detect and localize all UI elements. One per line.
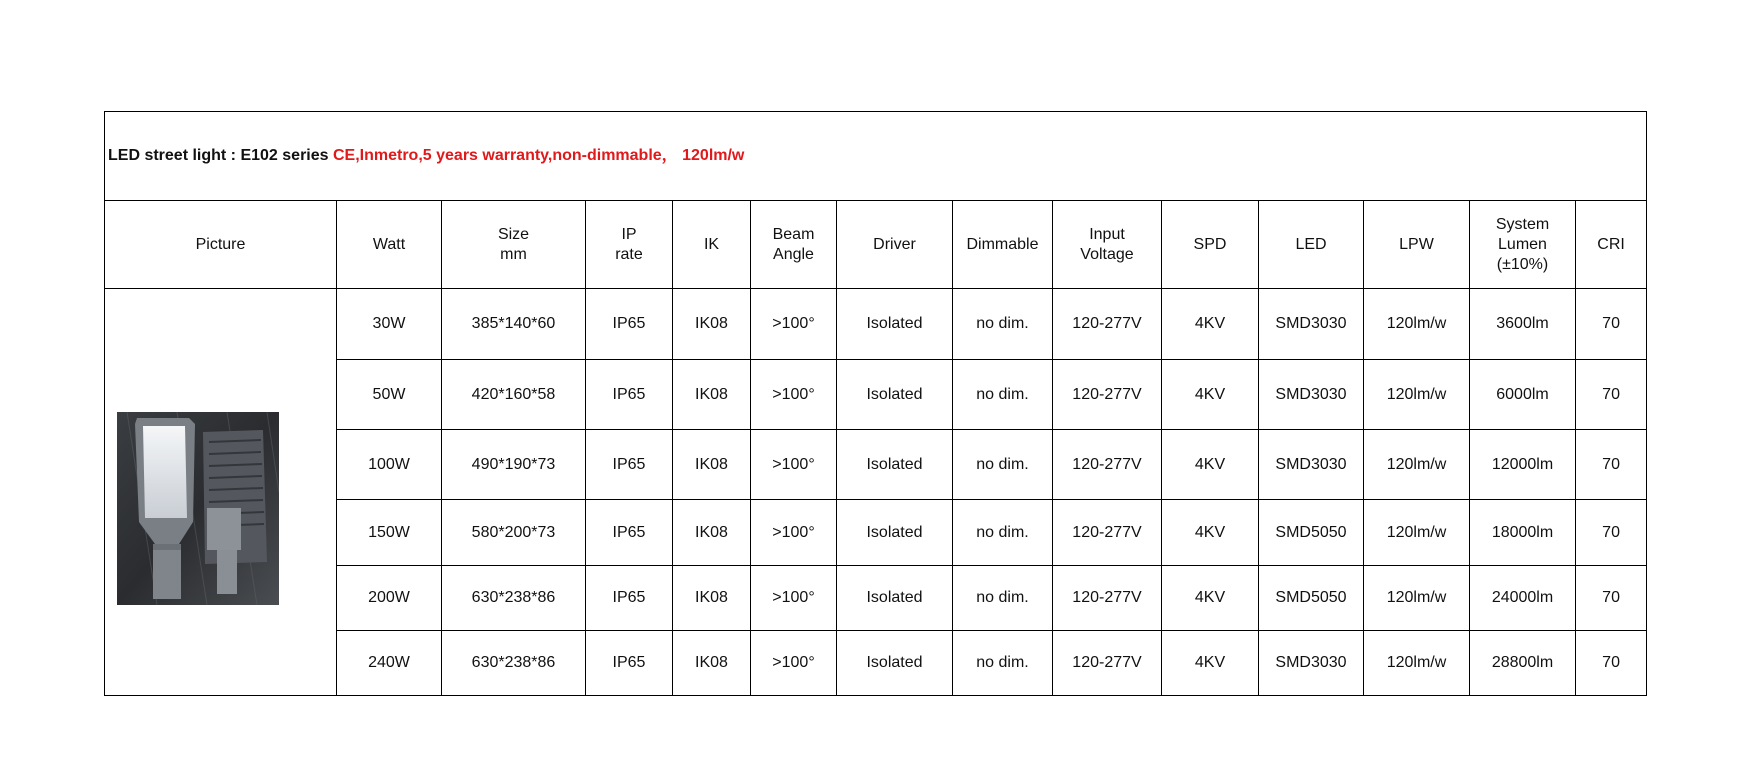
header-input-voltage: Input Voltage [1053,201,1162,289]
cell-dimmable: no dim. [953,360,1053,430]
cell-ik: IK08 [673,631,751,696]
table-row [105,289,1647,360]
cell-ik: IK08 [673,500,751,566]
cell-ik: IK08 [673,360,751,430]
cell-led: SMD3030 [1259,360,1364,430]
header-driver: Driver [837,201,953,289]
cell-voltage: 120-277V [1053,631,1162,696]
cell-voltage: 120-277V [1053,566,1162,631]
cell-ip: IP65 [586,360,673,430]
cell-spd: 4KV [1162,500,1259,566]
cell-beam: >100° [751,500,837,566]
cell-driver: Isolated [837,289,953,360]
cell-ip: IP65 [586,631,673,696]
header-dimmable: Dimmable [953,201,1053,289]
cell-cri: 70 [1576,360,1647,430]
cell-ip: IP65 [586,566,673,631]
header-cri: CRI [1576,201,1647,289]
cell-size: 420*160*58 [442,360,586,430]
cell-driver: Isolated [837,631,953,696]
cell-dimmable: no dim. [953,289,1053,360]
cell-lumen: 28800lm [1470,631,1576,696]
cell-cri: 70 [1576,500,1647,566]
cell-lpw: 120lm/w [1364,360,1470,430]
led-street-light-photo-icon [117,412,279,605]
cell-watt: 100W [337,430,442,500]
cell-cri: 70 [1576,566,1647,631]
header-ip-rate: IP rate [586,201,673,289]
cell-led: SMD5050 [1259,566,1364,631]
cell-watt: 200W [337,566,442,631]
cell-spd: 4KV [1162,289,1259,360]
cell-lumen: 24000lm [1470,566,1576,631]
cell-lpw: 120lm/w [1364,500,1470,566]
cell-spd: 4KV [1162,360,1259,430]
header-watt: Watt [337,201,442,289]
title-main: LED street light : E102 series [108,147,333,164]
cell-led: SMD5050 [1259,500,1364,566]
cell-ip: IP65 [586,500,673,566]
cell-ip: IP65 [586,289,673,360]
cell-size: 630*238*86 [442,631,586,696]
header-row [105,201,1647,289]
header-system-lumen: System Lumen (±10%) [1470,201,1576,289]
cell-spd: 4KV [1162,430,1259,500]
cell-lumen: 3600lm [1470,289,1576,360]
cell-cri: 70 [1576,631,1647,696]
cell-spd: 4KV [1162,631,1259,696]
header-beam-angle: Beam Angle [751,201,837,289]
cell-ik: IK08 [673,566,751,631]
cell-watt: 240W [337,631,442,696]
cell-size: 630*238*86 [442,566,586,631]
cell-cri: 70 [1576,289,1647,360]
cell-voltage: 120-277V [1053,289,1162,360]
cell-size: 490*190*73 [442,430,586,500]
cell-driver: Isolated [837,566,953,631]
title-highlight: CE,Inmetro,5 years warranty,non-dimmable， 120lm/w [332,147,745,164]
header-ik: IK [673,201,751,289]
cell-ip: IP65 [586,430,673,500]
cell-voltage: 120-277V [1053,500,1162,566]
picture-cell [105,289,337,696]
cell-spd: 4KV [1162,566,1259,631]
header-spd: SPD [1162,201,1259,289]
cell-beam: >100° [751,631,837,696]
cell-watt: 30W [337,289,442,360]
cell-led: SMD3030 [1259,289,1364,360]
cell-lumen: 12000lm [1470,430,1576,500]
cell-size: 385*140*60 [442,289,586,360]
cell-watt: 150W [337,500,442,566]
cell-beam: >100° [751,430,837,500]
cell-driver: Isolated [837,430,953,500]
cell-voltage: 120-277V [1053,360,1162,430]
title-row [105,112,1647,201]
header-size: Size mm [442,201,586,289]
cell-led: SMD3030 [1259,631,1364,696]
cell-ik: IK08 [673,430,751,500]
cell-lumen: 18000lm [1470,500,1576,566]
cell-voltage: 120-277V [1053,430,1162,500]
cell-ik: IK08 [673,289,751,360]
cell-lumen: 6000lm [1470,360,1576,430]
cell-cri: 70 [1576,430,1647,500]
cell-watt: 50W [337,360,442,430]
cell-dimmable: no dim. [953,500,1053,566]
header-lpw: LPW [1364,201,1470,289]
header-led: LED [1259,201,1364,289]
cell-driver: Isolated [837,360,953,430]
cell-size: 580*200*73 [442,500,586,566]
cell-beam: >100° [751,566,837,631]
cell-dimmable: no dim. [953,566,1053,631]
cell-lpw: 120lm/w [1364,566,1470,631]
cell-lpw: 120lm/w [1364,289,1470,360]
cell-led: SMD3030 [1259,430,1364,500]
cell-beam: >100° [751,360,837,430]
cell-lpw: 120lm/w [1364,631,1470,696]
cell-dimmable: no dim. [953,430,1053,500]
cell-lpw: 120lm/w [1364,430,1470,500]
spec-table [104,111,1647,696]
header-picture: Picture [105,201,337,289]
table-title [105,112,1647,201]
cell-dimmable: no dim. [953,631,1053,696]
cell-driver: Isolated [837,500,953,566]
cell-beam: >100° [751,289,837,360]
